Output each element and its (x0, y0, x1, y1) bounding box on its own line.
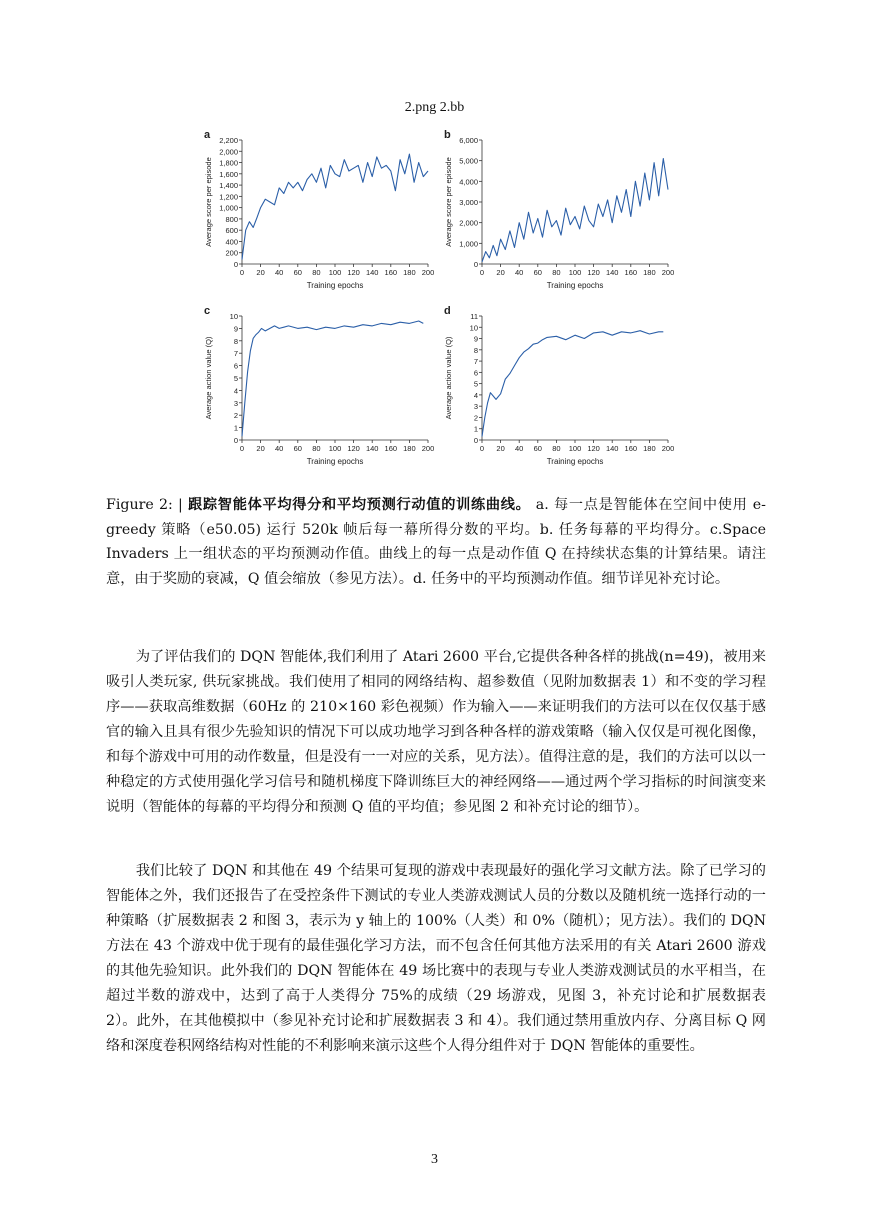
x-tick-label: 60 (293, 444, 302, 453)
y-tick-label: 1,200 (219, 192, 238, 202)
chart-panel-a (200, 126, 440, 296)
panel-letter: b (444, 129, 451, 141)
y-tick-label: 8 (233, 336, 238, 346)
x-tick-label: 140 (605, 444, 619, 453)
y-tick-label: 2,000 (219, 147, 238, 157)
x-tick-label: 80 (552, 268, 561, 277)
x-tick-label: 40 (275, 444, 284, 453)
y-tick-label: 2,000 (459, 218, 478, 228)
x-tick-label: 100 (328, 268, 342, 277)
x-tick-label: 160 (624, 444, 638, 453)
y-tick-label: 5,000 (459, 156, 478, 166)
y-tick-label: 1,000 (219, 203, 238, 213)
x-tick-label: 160 (384, 268, 398, 277)
y-tick-label: 1,400 (219, 181, 238, 191)
y-axis-label: Average action value (Q) (444, 336, 453, 420)
x-tick-label: 160 (624, 268, 638, 277)
y-tick-label: 10 (229, 312, 238, 321)
y-tick-label: 1 (233, 423, 238, 433)
y-tick-label: 6 (473, 368, 478, 378)
x-tick-label: 100 (568, 268, 582, 277)
x-tick-label: 120 (587, 444, 600, 453)
page-number: 3 (431, 1152, 438, 1167)
body-paragraph-1: 为了评估我们的 DQN 智能体,我们利用了 Atari 2600 平台,它提供各种各样的挑战(n=49)，被用来吸引人类玩家, 供玩家挑战。我们使用了相同的网络结构、超参数值（见附加数据表 1）和不变的学习程序——获取高维数据（60Hz 的 210×160 彩色视频）作为输入——来证明我们的方法可以在仅仅基于感官的输入且具有很少先验知识的情况下可以成功地学习到各种各样的游戏策略（输入仅仅是可视化图像，和每个游戏中可用的动作数量，但是没有一一对应的关系，见方法）。值得注意的是，我们的方法可以以一种稳定的方式使用强化学习信号和随机梯度下降训练巨大的神经网络——通过两个学习指标的时间演变来说明（智能体的每幕的平均得分和预测 Q 值的平均值；参见图 2 和补充讨论的细节）。 (106, 649, 766, 815)
caption-prefix: Figure 2: | (106, 497, 189, 513)
y-axis-label: Average action value (Q) (204, 336, 213, 420)
x-tick-label: 40 (515, 444, 524, 453)
x-tick-label: 0 (239, 444, 245, 453)
y-tick-label: 7 (473, 357, 478, 367)
y-tick-label: 0 (473, 436, 478, 445)
y-tick-label: 3,000 (459, 198, 478, 207)
panel-letter: a (204, 129, 211, 141)
x-tick-label: 200 (421, 268, 435, 277)
x-tick-label: 40 (515, 268, 524, 277)
y-tick-label: 5 (473, 379, 478, 389)
y-tick-label: 2 (233, 411, 238, 421)
x-tick-label: 40 (275, 268, 284, 277)
body-paragraph-2: 我们比较了 DQN 和其他在 49 个结果可复现的游戏中表现最好的强化学习文献方法。除了已学习的智能体之外，我们还报告了在受控条件下测试的专业人类游戏测试人员的分数以及随机统一选择行动的一种策略（扩展数据表 2 和图 3，表示为 y 轴上的 100%（人类）和 0%（随机）；见方法）。我们的 DQN 方法在 43 个游戏中优于现有的最佳强化学习方法，而不包含任何其他方法采用的有关 Atari 2600 游戏的其他先验知识。此外我们的 DQN 智能体在 49 场比赛中的表现与专业人类游戏测试员的水平相当，在超过半数的游戏中，达到了高于人类得分 75%的成绩（29 场游戏，见图 3，补充讨论和扩展数据表 2）。此外，在其他模拟中（参见补充讨论和扩展数据表 3 和 4）。我们通过禁用重放内存、分离目标 Q 网络和深度卷积网络结构对性能的不利影响来演示这些个人得分组件对于 DQN 智能体的重要性。 (106, 863, 766, 1054)
y-tick-label: 6 (233, 361, 238, 371)
y-tick-label: 1,600 (219, 169, 238, 179)
y-axis-label: Average score per episode (204, 157, 213, 247)
y-tick-label: 800 (225, 214, 238, 224)
y-tick-label: 3 (473, 402, 478, 412)
x-tick-label: 160 (384, 444, 398, 453)
x-tick-label: 180 (643, 268, 656, 277)
series-line (482, 331, 663, 437)
x-tick-label: 80 (312, 444, 321, 453)
y-tick-label: 0 (473, 260, 478, 269)
x-tick-label: 140 (605, 268, 619, 277)
chart-panel-d (440, 302, 680, 472)
x-tick-label: 60 (533, 268, 542, 277)
y-tick-label: 4 (233, 386, 238, 396)
series-line (482, 159, 668, 262)
y-tick-label: 200 (225, 248, 238, 258)
y-axis-label: Average score per episode (444, 157, 453, 247)
x-tick-label: 0 (239, 268, 245, 277)
x-tick-label: 200 (661, 444, 675, 453)
x-tick-label: 20 (496, 444, 505, 453)
y-tick-label: 1,800 (219, 158, 238, 168)
x-tick-label: 100 (328, 444, 342, 453)
y-tick-label: 10 (469, 323, 478, 333)
x-axis-label: Training epochs (306, 457, 364, 466)
y-tick-label: 9 (473, 334, 478, 344)
figure-file-label: 2.png 2.bb (404, 100, 465, 115)
x-axis-label: Training epochs (306, 281, 364, 290)
y-tick-label: 11 (470, 312, 478, 321)
x-tick-label: 80 (552, 444, 561, 453)
x-tick-label: 0 (479, 444, 485, 453)
x-tick-label: 120 (587, 268, 600, 277)
x-tick-label: 120 (347, 268, 360, 277)
y-tick-label: 3 (233, 398, 238, 408)
y-tick-label: 7 (233, 349, 238, 359)
y-tick-label: 4,000 (459, 177, 478, 187)
series-line (242, 154, 428, 259)
x-tick-label: 200 (661, 268, 675, 277)
chart-panel-c (200, 302, 440, 472)
y-tick-label: 600 (225, 226, 238, 236)
x-tick-label: 100 (568, 444, 582, 453)
x-axis-label: Training epochs (546, 281, 604, 290)
x-tick-label: 60 (293, 268, 302, 277)
panel-letter: c (204, 305, 211, 317)
x-tick-label: 180 (643, 444, 656, 453)
x-tick-label: 120 (347, 444, 360, 453)
y-tick-label: 8 (473, 345, 478, 355)
x-tick-label: 20 (256, 268, 265, 277)
y-tick-label: 1 (473, 424, 478, 434)
y-tick-label: 1,000 (459, 239, 478, 249)
x-tick-label: 80 (312, 268, 321, 277)
panel-letter: d (444, 305, 451, 317)
x-tick-label: 0 (479, 268, 485, 277)
caption-title: 跟踪智能体平均得分和平均预测行动值的训练曲线。 (188, 497, 531, 513)
y-tick-label: 400 (225, 237, 238, 247)
chart-panel-b (440, 126, 680, 296)
x-axis-label: Training epochs (546, 457, 604, 466)
y-tick-label: 0 (233, 260, 238, 269)
y-tick-label: 9 (233, 324, 238, 334)
y-tick-label: 4 (473, 390, 478, 400)
y-tick-label: 2,200 (219, 136, 238, 145)
figure-caption (106, 493, 766, 591)
x-tick-label: 140 (365, 444, 379, 453)
y-tick-label: 6,000 (459, 136, 478, 145)
x-tick-label: 20 (256, 444, 265, 453)
y-tick-label: 0 (233, 436, 238, 445)
x-tick-label: 140 (365, 268, 379, 277)
y-tick-label: 5 (233, 374, 238, 383)
x-tick-label: 200 (421, 444, 435, 453)
series-line (242, 321, 423, 436)
x-tick-label: 20 (496, 268, 505, 277)
y-tick-label: 2 (473, 413, 478, 423)
x-tick-label: 60 (533, 444, 542, 453)
x-tick-label: 180 (403, 444, 416, 453)
caption-body: a. 每一点是智能体在空间中使用 e-greedy 策略（e50.05) 运行 520k 帧后每一幕所得分数的平均。b. 任务每幕的平均得分。c.Space Invaders 上一组状态的平均预测动作值。曲线上的每一点是动作值 Q 在持续状态集的计算结果。请注意，由于奖励的衰减，Q 值会缩放（参见方法）。d. 任务中的平均预测动作值。细节详见补充讨论。 (106, 497, 766, 587)
x-tick-label: 180 (403, 268, 416, 277)
